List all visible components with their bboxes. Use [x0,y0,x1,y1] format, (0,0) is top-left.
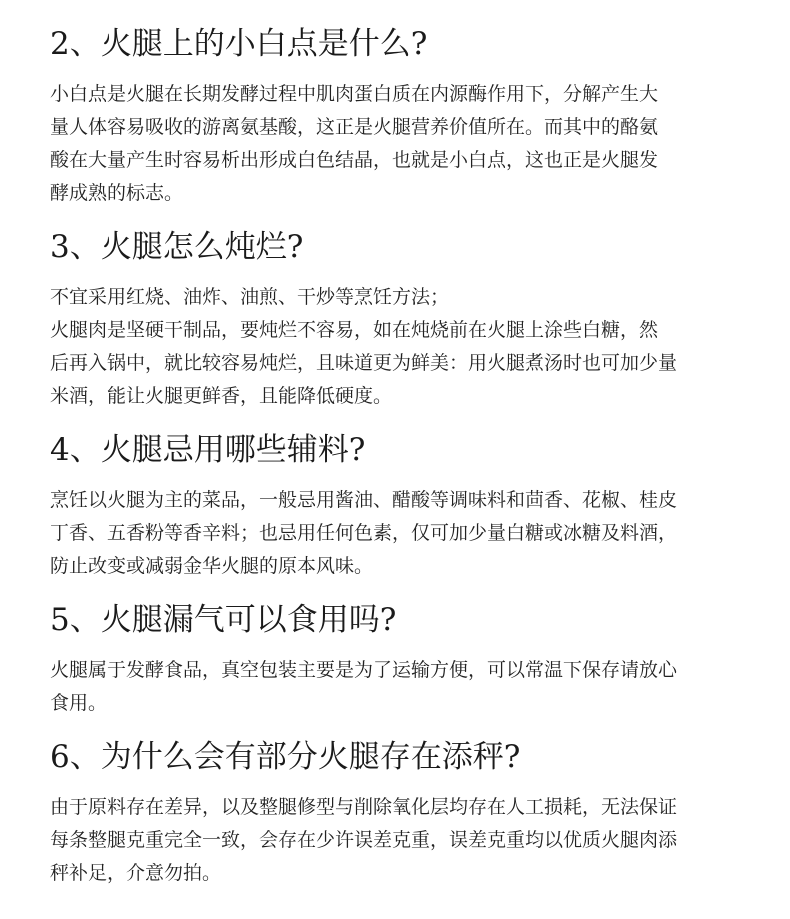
section-body [50,281,750,413]
section-body [50,791,750,890]
body-line: 后再入锅中，就比较容易炖烂，且味道更为鲜美：用火腿煮汤时也可加少量 [50,352,678,374]
body-line: 每条整腿克重完全一致，会存在少许误差克重，误差克重均以优质火腿肉添 [50,829,678,851]
body-line: 不宜采用红烧、油炸、油煎、干炒等烹饪方法； [50,286,450,308]
body-line: 防止改变或减弱金华火腿的原本风味。 [50,555,374,577]
body-line: 烹饪以火腿为主的菜品，一般忌用酱油、醋酸等调味料和茴香、花椒、桂皮 [50,489,678,511]
faq-section-3 [50,227,750,413]
section-heading: 2、火腿上的小白点是什么? [50,26,428,62]
body-line: 量人体容易吸收的游离氨基酸，这正是火腿营养价值所在。而其中的酪氨 [50,116,659,138]
body-line: 由于原料存在差异，以及整腿修型与削除氧化层均存在人工损耗，无法保证 [50,796,678,818]
faq-section-5 [50,600,750,720]
body-line: 火腿属于发酵食品，真空包装主要是为了运输方便，可以常温下保存请放心 [50,659,678,681]
faq-section-4 [50,430,750,583]
section-heading: 6、为什么会有部分火腿存在添秤? [50,739,521,775]
body-line: 酵成熟的标志。 [50,182,184,204]
section-heading: 5、火腿漏气可以食用吗? [50,602,397,638]
faq-section-6 [50,737,750,890]
body-line: 火腿肉是坚硬干制品，要炖烂不容易，如在炖烧前在火腿上涂些白糖，然 [50,319,659,341]
body-line: 食用。 [50,692,108,714]
section-body [50,484,750,583]
body-line: 秤补足，介意勿拍。 [50,862,222,884]
body-line: 米酒，能让火腿更鲜香，且能降低硬度。 [50,385,393,407]
body-line: 酸在大量产生时容易析出形成白色结晶，也就是小白点，这也正是火腿发 [50,149,659,171]
faq-section-2 [50,24,750,210]
section-body [50,78,750,210]
section-heading: 4、火腿忌用哪些辅料? [50,432,366,468]
body-line: 丁香、五香粉等香辛料；也忌用任何色素，仅可加少量白糖或冰糖及料酒， [50,522,678,544]
section-heading: 3、火腿怎么炖烂? [50,229,304,265]
body-line: 小白点是火腿在长期发酵过程中肌肉蛋白质在内源酶作用下，分解产生大 [50,83,659,105]
section-body [50,654,750,720]
